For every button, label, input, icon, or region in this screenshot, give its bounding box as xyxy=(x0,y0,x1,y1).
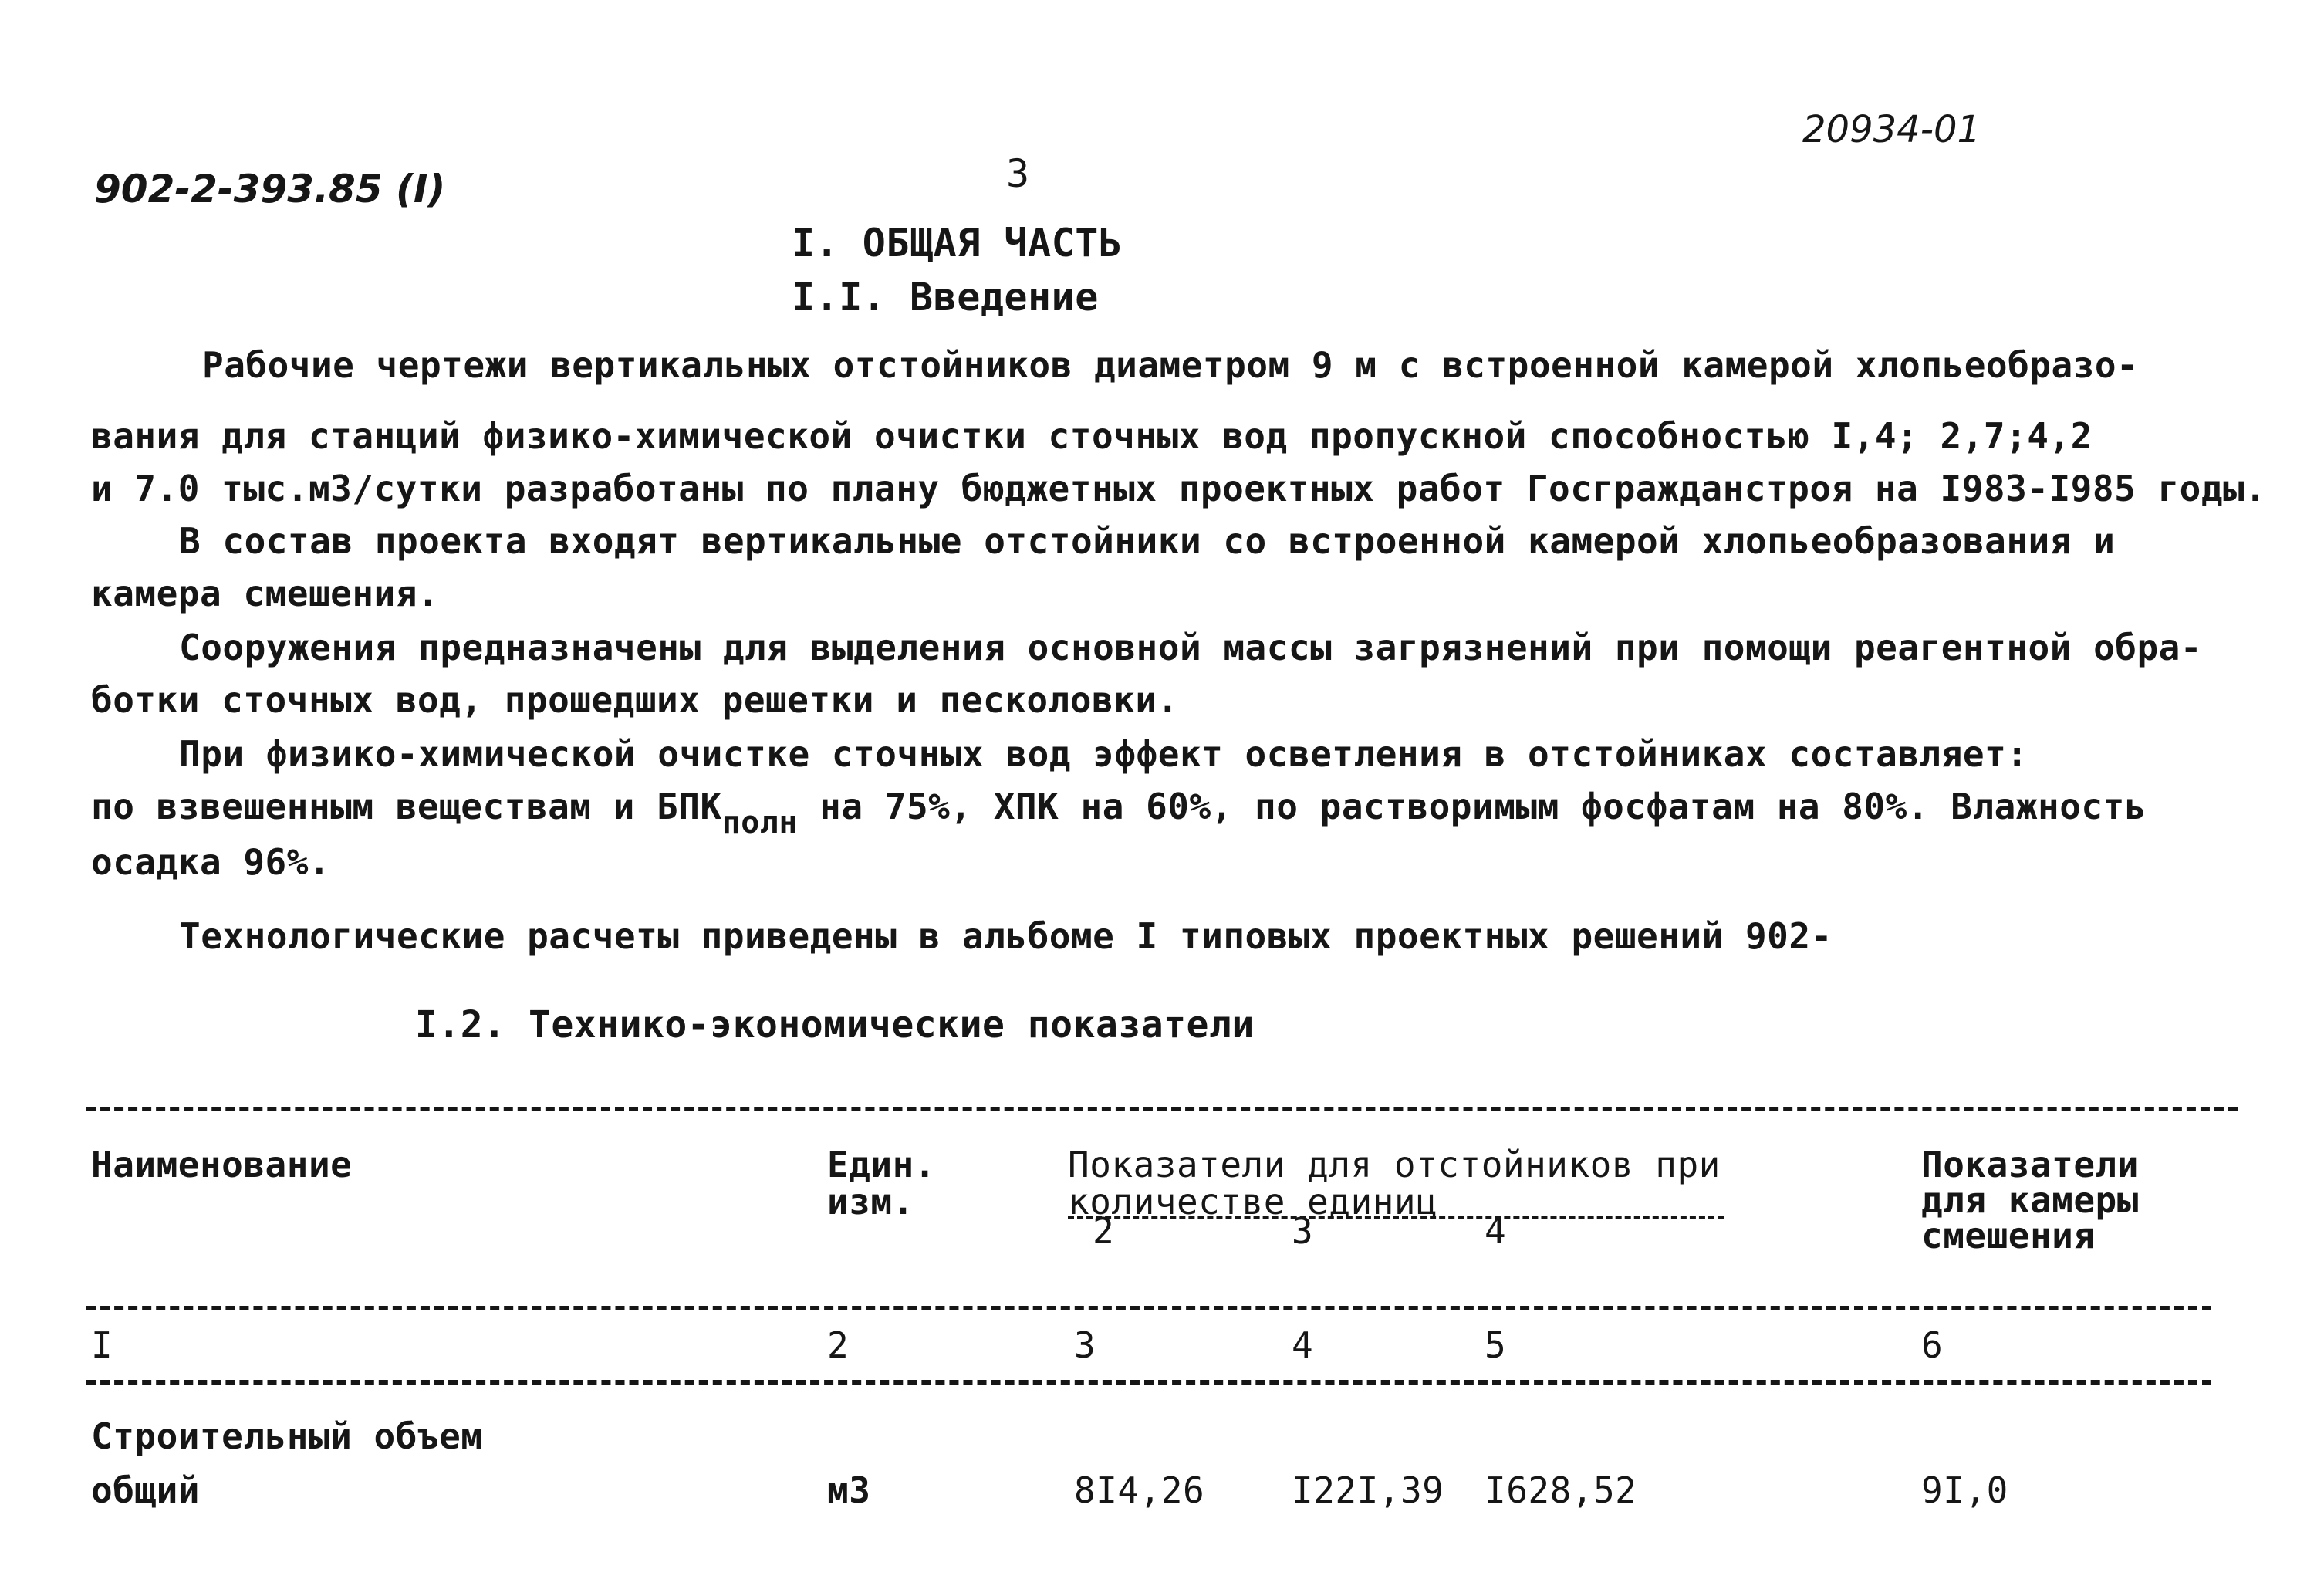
paragraph-line: Сооружения предназначены для выделения основной массы загрязнений при помощи реагентной обра- xyxy=(179,627,2203,668)
header-mixing: для камеры xyxy=(1921,1179,2139,1221)
paragraph-line: Рабочие чертежи вертикальных отстойников диаметром 9 м с встроенной камерой хлопьеобразо- xyxy=(202,344,2139,386)
table-cell-value: I22I,39 xyxy=(1292,1469,1444,1511)
header-count: 2 xyxy=(1093,1210,1115,1252)
archive-number: 20934-01 xyxy=(1802,108,1981,151)
header-settlers: Показатели для отстойников при xyxy=(1068,1144,1721,1185)
table-cell-value: 8I4,26 xyxy=(1074,1469,1205,1511)
page-number: 3 xyxy=(1006,151,1030,196)
column-number: 4 xyxy=(1292,1324,1314,1366)
column-number: 2 xyxy=(827,1324,850,1366)
table-cell-value: 9I,0 xyxy=(1921,1469,2008,1511)
section-title: I. ОБЩАЯ ЧАСТЬ xyxy=(792,221,1123,265)
header-subrule xyxy=(1068,1216,1724,1219)
column-number: 6 xyxy=(1921,1324,1944,1366)
header-settlers: количестве единиц xyxy=(1068,1181,1438,1222)
table-header-rule xyxy=(86,1306,2211,1310)
document-code: 902-2-393.85 (I) xyxy=(94,167,446,211)
table-row-name: общий xyxy=(91,1469,200,1511)
table-row-name: Строительный объем xyxy=(91,1415,483,1457)
header-unit: изм. xyxy=(827,1181,914,1222)
paragraph-line: вания для станций физико-химической очистки сточных вод пропускной способностью I,4; 2,7;4,2 xyxy=(91,415,2093,457)
paragraph-text: по взвешенным веществам и БПК xyxy=(91,786,722,827)
paragraph-line xyxy=(91,786,2147,840)
paragraph-line: осадка 96%. xyxy=(91,841,331,883)
table-cell-value: I628,52 xyxy=(1485,1469,1637,1511)
paragraph-line: Технологические расчеты приведены в альбоме I типовых проектных решений 902- xyxy=(179,915,1833,957)
paragraph-line: При физико-химической очистке сточных вод эффект осветления в отстойниках составляет: xyxy=(179,733,2028,775)
subscript-text: полн xyxy=(721,805,798,840)
header-unit: Един. xyxy=(827,1144,936,1185)
table-numbers-rule xyxy=(86,1380,2211,1385)
header-mixing: смешения xyxy=(1921,1215,2096,1256)
subsection-intro-title: I.I. Введение xyxy=(792,275,1099,320)
header-name: Наименование xyxy=(91,1144,353,1185)
header-count: 3 xyxy=(1292,1210,1314,1252)
table-top-rule xyxy=(86,1107,2238,1111)
paragraph-text: на 75%, ХПК на 60%, по растворимым фосфатам на 80%. Влажность xyxy=(797,786,2147,827)
paragraph-line: ботки сточных вод, прошедших решетки и песколовки. xyxy=(91,679,1179,721)
paragraph-line: В состав проекта входят вертикальные отстойники со встроенной камерой хлопьеобразования и xyxy=(179,520,2116,562)
paragraph-line: и 7.0 тыс.м3/сутки разработаны по плану бюджетных проектных работ Госгражданстроя на I983-I985 годы. xyxy=(91,468,2267,509)
subsection-table-title: I.2. Технико-экономические показатели xyxy=(415,1003,1255,1047)
column-number: 3 xyxy=(1074,1324,1096,1366)
column-number: 5 xyxy=(1485,1324,1507,1366)
header-mixing: Показатели xyxy=(1921,1144,2139,1185)
column-number: I xyxy=(91,1324,113,1366)
header-count: 4 xyxy=(1485,1210,1507,1252)
paragraph-line: камера смешения. xyxy=(91,573,440,614)
table-cell-unit: м3 xyxy=(827,1469,871,1511)
